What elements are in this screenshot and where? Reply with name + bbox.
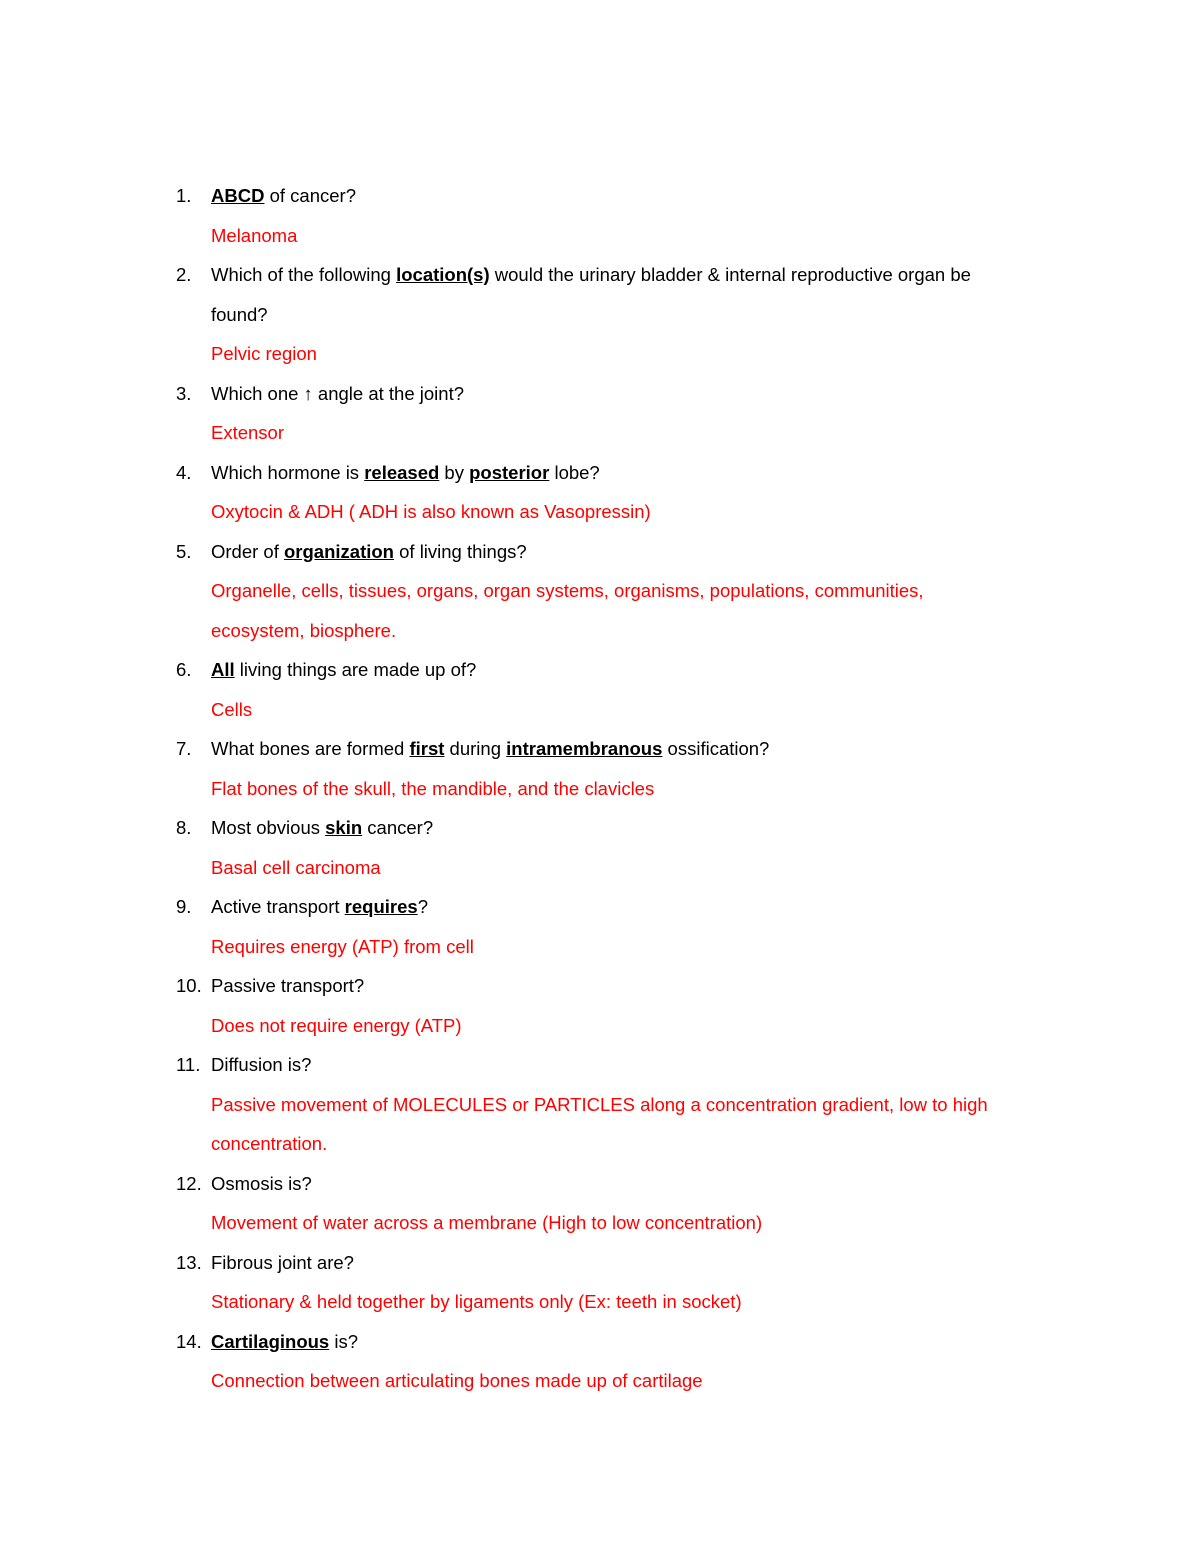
question-text: What bones are formed first during intramembranous ossification? xyxy=(211,738,770,759)
question-text: All living things are made up of? xyxy=(211,659,477,680)
answer-text: Pelvic region xyxy=(211,343,317,364)
question-number: 7. xyxy=(176,738,192,759)
answer-text: Movement of water across a membrane (High to low concentration) xyxy=(211,1212,763,1233)
question-text: Diffusion is? xyxy=(211,1054,312,1075)
question-2-continued xyxy=(0,295,1200,335)
answer-2 xyxy=(0,334,1200,374)
question-9 xyxy=(0,887,1200,927)
answer-text: Organelle, cells, tissues, organs, organ systems, organisms, populations, communities, xyxy=(211,580,924,601)
question-text: Fibrous joint are? xyxy=(211,1251,354,1273)
question-12 xyxy=(0,1164,1200,1204)
question-text: Most obvious skin cancer? xyxy=(211,817,434,838)
answer-14 xyxy=(0,1361,1200,1401)
question-text: Which hormone is released by posterior lobe? xyxy=(211,461,600,483)
answer-12 xyxy=(0,1203,1200,1243)
question-number: 2. xyxy=(176,264,192,285)
answer-10 xyxy=(0,1006,1200,1046)
question-number: 14. xyxy=(176,1330,202,1352)
answer-11-continued xyxy=(0,1124,1200,1164)
answer-11 xyxy=(0,1085,1200,1125)
emphasized-term: location(s) xyxy=(396,264,490,285)
question-number: 9. xyxy=(176,896,192,917)
answer-text: Passive movement of MOLECULES or PARTICLES along a concentration gradient, low to high xyxy=(211,1093,988,1115)
answer-8 xyxy=(0,848,1200,888)
emphasized-term: intramembranous xyxy=(506,738,663,759)
question-text: Active transport requires? xyxy=(211,896,428,917)
emphasized-term: requires xyxy=(344,896,418,917)
question-2 xyxy=(0,255,1200,295)
emphasized-term: posterior xyxy=(469,461,550,483)
answer-text: concentration. xyxy=(211,1133,328,1154)
answer-text: Stationary & held together by ligaments only (Ex: teeth in socket) xyxy=(211,1291,742,1312)
question-number: 13. xyxy=(176,1251,202,1273)
answer-4 xyxy=(0,492,1200,532)
question-text: Which of the following location(s) would the urinary bladder & internal reproductive organ be xyxy=(211,264,971,285)
question-number: 11. xyxy=(176,1054,201,1075)
emphasized-term: All xyxy=(211,659,235,680)
emphasized-term: Cartilaginous xyxy=(211,1330,330,1352)
answer-text: Requires energy (ATP) from cell xyxy=(211,935,474,957)
question-text: ABCD of cancer? xyxy=(211,185,356,206)
question-list xyxy=(0,176,1200,1401)
question-text: Order of organization of living things? xyxy=(211,540,527,562)
question-number: 3. xyxy=(176,382,192,404)
answer-1 xyxy=(0,216,1200,256)
question-4 xyxy=(0,453,1200,493)
question-number: 10. xyxy=(176,975,202,996)
answer-5-continued xyxy=(0,611,1200,651)
answer-9 xyxy=(0,927,1200,967)
emphasized-term: organization xyxy=(284,540,394,562)
question-8 xyxy=(0,808,1200,848)
question-7 xyxy=(0,729,1200,769)
emphasized-term: first xyxy=(409,738,445,759)
answer-text: Connection between articulating bones made up of cartilage xyxy=(211,1370,703,1391)
question-text: found? xyxy=(211,303,268,325)
question-text: Osmosis is? xyxy=(211,1172,312,1194)
question-3 xyxy=(0,374,1200,414)
question-number: 5. xyxy=(176,540,192,562)
answer-text: ecosystem, biosphere. xyxy=(211,619,397,641)
answer-3 xyxy=(0,413,1200,453)
question-number: 4. xyxy=(176,461,192,483)
question-6 xyxy=(0,650,1200,690)
question-number: 12. xyxy=(176,1172,202,1194)
answer-5 xyxy=(0,571,1200,611)
answer-7 xyxy=(0,769,1200,809)
answer-text: Extensor xyxy=(211,422,285,443)
answer-text: Oxytocin & ADH ( ADH is also known as Vasopressin) xyxy=(211,501,651,522)
question-5 xyxy=(0,532,1200,572)
answer-text: Basal cell carcinoma xyxy=(211,856,381,878)
question-number: 6. xyxy=(176,659,192,680)
question-1 xyxy=(0,176,1200,216)
question-13 xyxy=(0,1243,1200,1283)
question-10 xyxy=(0,966,1200,1006)
emphasized-term: skin xyxy=(325,817,363,838)
answer-text: Does not require energy (ATP) xyxy=(211,1014,462,1036)
answer-text: Melanoma xyxy=(211,224,298,246)
answer-text: Flat bones of the skull, the mandible, and the clavicles xyxy=(211,777,655,799)
emphasized-term: released xyxy=(364,461,440,483)
emphasized-term: ABCD xyxy=(211,185,265,206)
question-number: 8. xyxy=(176,817,192,838)
answer-13 xyxy=(0,1282,1200,1322)
question-14 xyxy=(0,1322,1200,1362)
question-text: Which one ↑ angle at the joint? xyxy=(211,382,464,404)
question-number: 1. xyxy=(176,185,192,206)
question-11 xyxy=(0,1045,1200,1085)
answer-6 xyxy=(0,690,1200,730)
question-text: Cartilaginous is? xyxy=(211,1330,359,1352)
answer-text: Cells xyxy=(211,698,253,720)
question-text: Passive transport? xyxy=(211,975,365,996)
